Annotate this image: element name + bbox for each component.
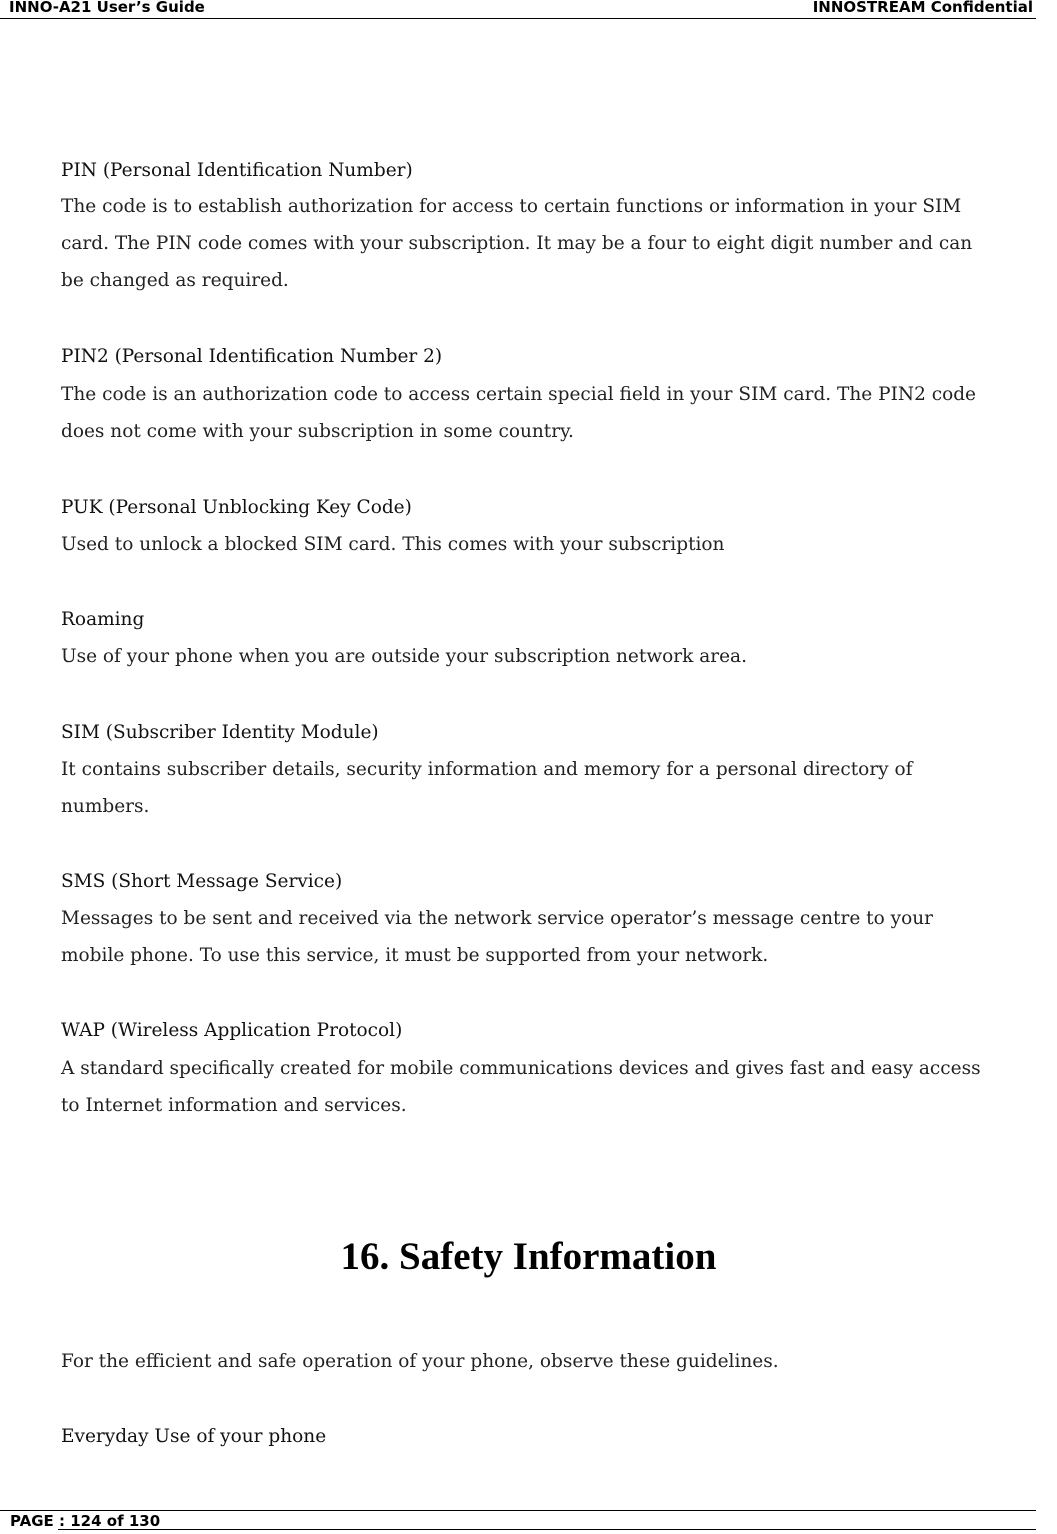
chapter-title: 16. Safety Information <box>340 1235 717 1278</box>
term-definition-line: be changed as required. <box>61 270 289 291</box>
document-title: INNO-A21 User’s Guide <box>9 0 205 16</box>
term-definition-line: A standard specifically created for mobile communications devices and gives fast and easy access <box>61 1058 981 1079</box>
term-definition-line: It contains subscriber details, security information and memory for a personal directory of <box>61 759 913 780</box>
term-definition-line: to Internet information and services. <box>61 1095 407 1116</box>
term-heading: Roaming <box>61 609 145 630</box>
page-footer <box>0 1508 1036 1534</box>
page-number: PAGE : 124 of 130 <box>10 1512 161 1530</box>
term-definition-line: Use of your phone when you are outside your subscription network area. <box>61 646 747 667</box>
section-subheading: Everyday Use of your phone <box>61 1426 327 1447</box>
term-heading: WAP (Wireless Application Protocol) <box>61 1020 403 1041</box>
term-definition-line: Messages to be sent and received via the network service operator’s message centre to your <box>61 908 933 929</box>
term-heading: PUK (Personal Unblocking Key Code) <box>61 497 412 518</box>
term-heading: PIN2 (Personal Identification Number 2) <box>61 346 443 367</box>
footer-underline <box>58 1529 1036 1530</box>
term-definition-line: mobile phone. To use this service, it must be supported from your network. <box>61 945 769 966</box>
term-definition-line: does not come with your subscription in some country. <box>61 421 574 442</box>
term-definition-line: The code is to establish authorization for access to certain functions or information in your SIM <box>61 196 962 217</box>
term-heading: SMS (Short Message Service) <box>61 871 343 892</box>
footer-divider <box>0 1510 1036 1511</box>
term-definition-line: The code is an authorization code to access certain special field in your SIM card. The PIN2 code <box>61 384 977 405</box>
page-header <box>0 0 1036 19</box>
term-definition-line: numbers. <box>61 796 150 817</box>
term-heading: SIM (Subscriber Identity Module) <box>61 722 379 743</box>
term-definition-line: Used to unlock a blocked SIM card. This comes with your subscription <box>61 534 725 555</box>
term-definition-line: card. The PIN code comes with your subscription. It may be a four to eight digit number and can <box>61 233 973 254</box>
confidentiality-label: INNOSTREAM Confidential <box>812 0 1033 16</box>
chapter-intro: For the efficient and safe operation of your phone, observe these guidelines. <box>61 1351 779 1372</box>
term-heading: PIN (Personal Identification Number) <box>61 160 413 181</box>
